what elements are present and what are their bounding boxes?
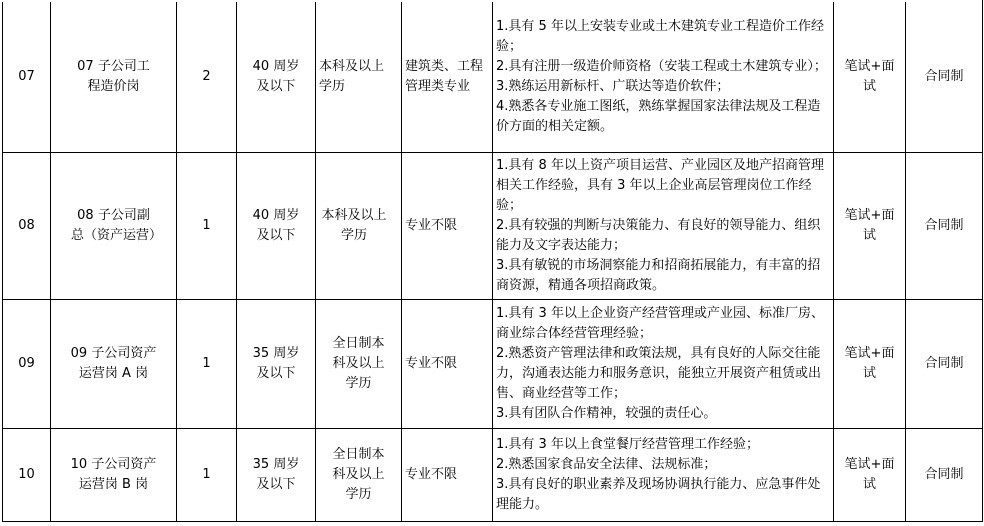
- job-requirements: [493, 1, 834, 153]
- requirement-item: 2.熟悉资产管理法律和政策法规，具有良好的人际交往能力，沟通表达能力和服务意识，能独立开展资产租赁或出售、商业经营等工作；: [496, 346, 822, 401]
- employment-type: 合同制: [906, 1, 983, 153]
- row-number: 09: [3, 300, 51, 429]
- requirement-item: 1.具有 3 年以上食堂餐厅经营管理工作经验；: [496, 437, 759, 452]
- table-row: [3, 429, 983, 522]
- requirement-item: 1.具有 3 年以上企业资产经营管理或产业园、标准厂房、商业综合体经营管理经验；: [496, 306, 824, 341]
- employment-type: 合同制: [906, 429, 983, 522]
- major-requirement: 专业不限: [402, 153, 493, 300]
- age-limit: 35 周岁及以下: [237, 429, 316, 522]
- major-requirement: 专业不限: [402, 429, 493, 522]
- table-row: [3, 1, 983, 153]
- row-number: 07: [3, 1, 51, 153]
- requirement-item: 1.具有 8 年以上资产项目运营、产业园区及地产招商管理相关工作经验，具有 3 年以上企业高层管理岗位工作经验；: [496, 158, 824, 213]
- job-requirements: [493, 300, 834, 429]
- headcount: 1: [177, 300, 237, 429]
- position-name: 09 子公司资产运营岗 A 岗: [51, 300, 177, 429]
- headcount: 1: [177, 429, 237, 522]
- table-row: [3, 300, 983, 429]
- age-limit: 40 周岁及以下: [237, 153, 316, 300]
- requirement-item: 3.具有团队合作精神，较强的责任心。: [496, 406, 717, 421]
- education-requirement: 全日制本科及以上学历: [316, 429, 402, 522]
- requirement-item: 3.具有良好的职业素养及现场协调执行能力、应急事件处理能力。: [496, 477, 821, 512]
- position-name: 08 子公司副总（资产运营）: [51, 153, 177, 300]
- exam-method: 笔试+面试: [834, 429, 906, 522]
- headcount: 2: [177, 1, 237, 153]
- table-row: [3, 153, 983, 300]
- age-limit: 35 周岁及以下: [237, 300, 316, 429]
- requirement-item: 2.具有较强的判断与决策能力、有良好的领导能力、组织能力及文字表达能力；: [496, 218, 821, 253]
- row-number: 08: [3, 153, 51, 300]
- requirement-item: 2.具有注册一级造价师资格（安装工程或土木建筑专业）；: [496, 58, 827, 74]
- exam-method: 笔试+面试: [834, 153, 906, 300]
- major-requirement: 专业不限: [402, 300, 493, 429]
- recruitment-table: [2, 0, 983, 522]
- position-name: 07 子公司工程造价岗: [51, 1, 177, 153]
- cropped-top-edge: [2, 0, 982, 2]
- education-requirement: 全日制本科及以上学历: [316, 300, 402, 429]
- requirement-item: 4.熟悉各专业施工图纸，熟练掌握国家法律法规及工程造价方面的相关定额。: [496, 98, 821, 134]
- education-requirement: 本科及以上学历: [316, 153, 402, 300]
- exam-method: 笔试+面试: [834, 300, 906, 429]
- position-name: 10 子公司资产运营岗 B 岗: [51, 429, 177, 522]
- exam-method: 笔试+面试: [834, 1, 906, 153]
- job-requirements: [493, 153, 834, 300]
- employment-type: 合同制: [906, 300, 983, 429]
- requirement-item: 2.熟悉国家食品安全法律、法规标准；: [496, 457, 717, 472]
- education-requirement: 本科及以上学历: [316, 1, 402, 153]
- row-number: 10: [3, 429, 51, 522]
- headcount: 1: [177, 153, 237, 300]
- age-limit: 40 周岁及以下: [237, 1, 316, 153]
- major-requirement: 建筑类、工程管理类专业: [402, 1, 493, 153]
- requirement-item: 3.具有敏锐的市场洞察能力和招商拓展能力，有丰富的招商资源，精通各项招商政策。: [496, 258, 821, 293]
- requirement-item: 1.具有 5 年以上安装专业或土木建筑专业工程造价工作经验；: [496, 18, 824, 54]
- employment-type: 合同制: [906, 153, 983, 300]
- job-requirements: [493, 429, 834, 522]
- requirement-item: 3.熟练运用新标杆、广联达等造价软件；: [496, 78, 730, 94]
